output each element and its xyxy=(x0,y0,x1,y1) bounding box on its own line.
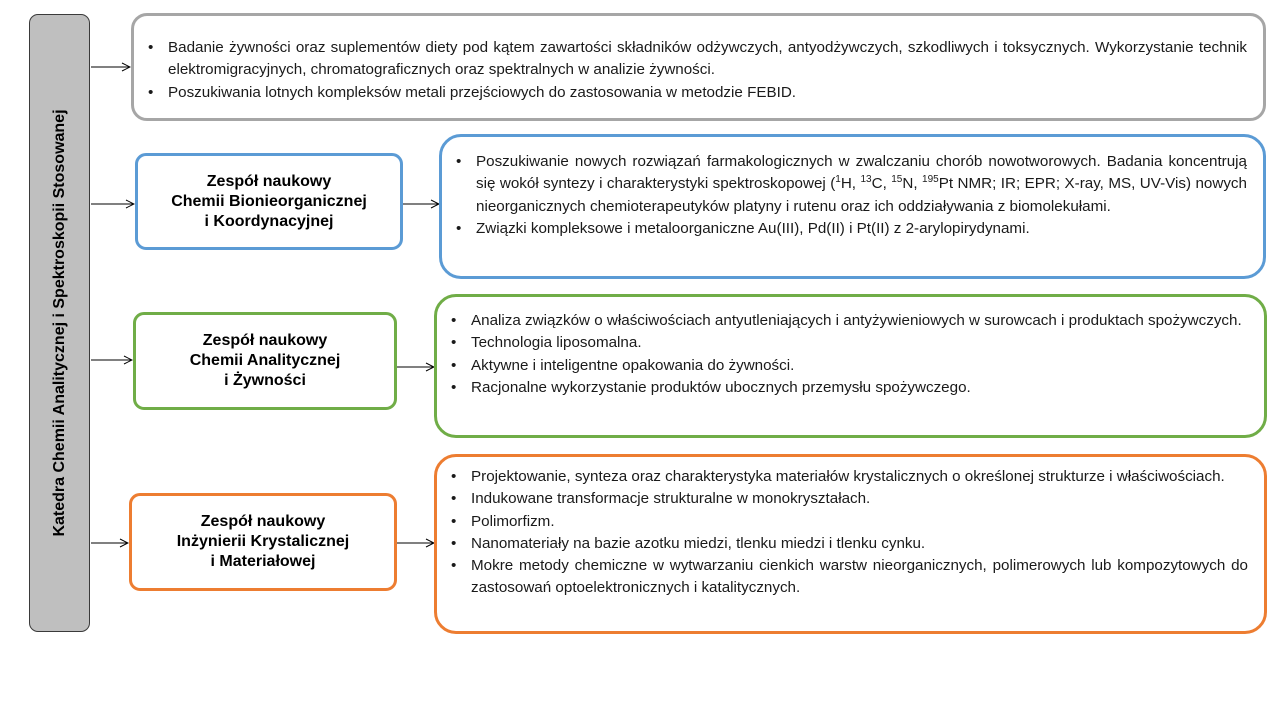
team-bioinorganic-box xyxy=(135,153,403,250)
crystal-description-box xyxy=(434,454,1267,634)
list-item: • Badanie żywności oraz suplementów diety pod kątem zawartości składników odżywczych, antyodżywczych, szkodliwych i toksycznych. Wykorzystanie technik elektromigracyjnych, chromatograficznych oraz spektralnych w analizie żywności. xyxy=(148,39,1247,79)
department-label: Katedra Chemii Analitycznej i Spektroskopii Stosowanej xyxy=(50,109,68,537)
list-item: • Analiza związków o właściwościach antyutleniających i antyżywieniowych w surowcach i produktach spożywczych. xyxy=(451,310,1248,332)
team-bioinorganic-label: Zespół naukowy Chemii Bionieorganicznej i Koordynacyjnej xyxy=(171,172,367,230)
list-item: • Polimorfizm. xyxy=(451,511,1248,533)
bioinorganic-description-box xyxy=(439,134,1266,279)
bullet-icon: • xyxy=(148,83,154,101)
list-item: • Racjonalne wykorzystanie produktów ubocznych przemysłu spożywczego. xyxy=(451,377,1248,399)
list-item: • Poszukiwanie nowych rozwiązań farmakologicznych w zwalczaniu chorób nowotworowych. Badania koncentrują się wokół syntezy i charakterystyki spektroskopowej ($^1$H, $^{13}$C, $^{15}$N, $^{195}$Pt NMR; IR; EPR; X-ray, MS, UV-Vis) nowych nieorganicznych chemioterapeutyków platyny i rutenu oraz ich oddziaływania z biomolekułami. xyxy=(456,153,1247,215)
team-crystal-box xyxy=(129,493,397,591)
team-crystal-label: Zespół naukowy Inżynierii Krystalicznej i Materiałowej xyxy=(176,513,350,570)
bullet-icon: • xyxy=(148,39,154,56)
team-analytical-label: Zespół naukowy Chemii Analitycznej i Żywności xyxy=(189,332,341,389)
list-item: • Indukowane transformacje strukturalne w monokryształach. xyxy=(451,488,1248,510)
general-research-list xyxy=(148,37,1247,104)
general-research-box xyxy=(131,13,1266,121)
bullet-icon: • xyxy=(451,490,457,508)
list-item: • Mokre metody chemiczne w wytwarzaniu cienkich warstw nieorganicznych, polimerowych lub kompozytowych do zastosowań optoelektronicznych i katalitycznych. xyxy=(451,557,1248,597)
bullet-icon: • xyxy=(451,557,457,575)
team-analytical-box xyxy=(133,312,397,410)
list-item: • Poszukiwania lotnych kompleksów metali przejściowych do zastosowania w metodzie FEBID. xyxy=(148,82,1247,104)
bullet-icon: • xyxy=(451,356,457,374)
list-item: • Projektowanie, synteza oraz charakterystyka materiałów krystalicznych o określonej strukturze i właściwościach. xyxy=(451,466,1248,488)
department-box xyxy=(29,14,90,632)
bullet-icon: • xyxy=(451,534,457,552)
bullet-icon: • xyxy=(451,512,457,530)
bullet-icon: • xyxy=(451,468,457,485)
bullet-icon: • xyxy=(456,219,462,237)
crystal-list xyxy=(451,466,1248,600)
bullet-icon: • xyxy=(451,312,457,329)
bullet-icon: • xyxy=(451,334,457,352)
list-item: • Technologia liposomalna. xyxy=(451,332,1248,354)
list-item: • Związki kompleksowe i metaloorganiczne Au(III), Pd(II) i Pt(II) z 2-arylopirydynami. xyxy=(456,218,1247,240)
bullet-icon: • xyxy=(456,153,462,170)
analytical-description-box xyxy=(434,294,1267,438)
list-item: • Nanomateriały na bazie azotku miedzi, tlenku miedzi i tlenku cynku. xyxy=(451,533,1248,555)
analytical-list xyxy=(451,310,1248,399)
bioinorganic-list xyxy=(456,151,1247,240)
list-item: • Aktywne i inteligentne opakowania do żywności. xyxy=(451,355,1248,377)
bullet-icon: • xyxy=(451,378,457,396)
